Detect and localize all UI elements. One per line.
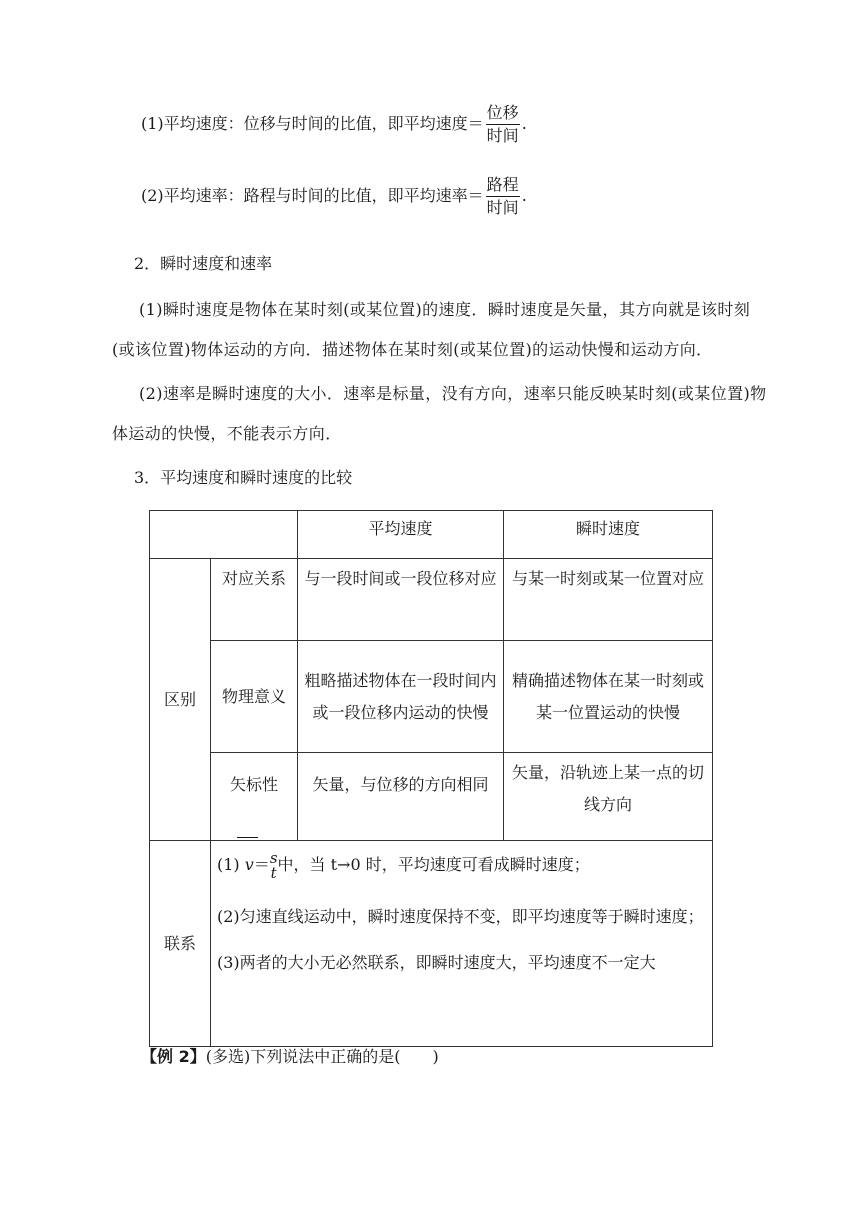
- paragraph-speed: (2)速率是瞬时速度的大小．速率是标量，没有方向，速率只能反映某时刻(或某位置)物体运动的快慢，不能表示方向．: [112, 384, 767, 443]
- relation-item-3: (3)两者的大小无必然联系，即瞬时速度大，平均速度不一定大: [217, 953, 656, 972]
- heading-comparison: 3．平均速度和瞬时速度的比较: [134, 468, 353, 487]
- comparison-table: [149, 510, 713, 1047]
- item-average-velocity: (1)平均速度：位移与时间的比值，即平均速度＝ $\frac{\text{位移}}{\text{时间}}$ .: [141, 103, 527, 145]
- cell-inst-vector-scalar: 矢量，沿轨迹上某一点的切线方向: [504, 753, 713, 841]
- header-average-velocity: 平均速度: [298, 511, 504, 559]
- row-label-vector-scalar: 矢标性: [211, 753, 298, 841]
- fraction-s-over-t: s t: [269, 848, 278, 882]
- paragraph-instantaneous-velocity: (1)瞬时速度是物体在某时刻(或某位置)的速度．瞬时速度是矢量，其方向就是该时刻(或该位置)物体运动的方向．描述物体在某时刻(或某位置)的运动快慢和运动方向．: [112, 300, 751, 359]
- group-relation: 联系: [150, 841, 211, 1047]
- example-question: [141, 1044, 439, 1070]
- cell-relation: [211, 841, 713, 1047]
- cell-inst-correspondence: 与某一时刻或某一位置对应: [504, 559, 713, 641]
- header-instantaneous-velocity: 瞬时速度: [504, 511, 713, 559]
- example-tag: 【例 2】: [141, 1047, 206, 1066]
- item-average-speed: (2)平均速率：路程与时间的比值，即平均速率＝ $\frac{\text{路程}}{\text{时间}}$ .: [141, 175, 527, 217]
- v-bar-symbol: v: [245, 845, 254, 885]
- table-corner-cell: [150, 511, 298, 559]
- fraction-distance-time: $\frac{\text{路程}}{\text{时间}}$: [486, 175, 519, 217]
- cell-inst-physical-meaning: 精确描述物体在某一时刻或某一位置运动的快慢: [504, 641, 713, 753]
- example-text: (多选)下列说法中正确的是( ): [205, 1047, 439, 1066]
- relation-item-1: (1) v＝ s t 中，当 t→0 时，平均速度可看成瞬时速度；: [217, 845, 706, 885]
- cell-avg-correspondence: 与一段时间或一段位移对应: [298, 559, 504, 641]
- row-label-correspondence: 对应关系: [211, 559, 298, 641]
- fraction-displacement-time: $\frac{\text{位移}}{\text{时间}}$: [486, 103, 519, 145]
- group-difference: 区别: [150, 559, 211, 841]
- cell-avg-physical-meaning: 粗略描述物体在一段时间内或一段位移内运动的快慢: [298, 641, 504, 753]
- heading-instantaneous-velocity: 2．瞬时速度和速率: [134, 254, 273, 273]
- row-label-physical-meaning: 物理意义: [211, 641, 298, 753]
- cell-avg-vector-scalar: 矢量，与位移的方向相同: [298, 753, 504, 841]
- relation-item-2: (2)匀速直线运动中，瞬时速度保持不变，即平均速度等于瞬时速度；: [217, 907, 704, 926]
